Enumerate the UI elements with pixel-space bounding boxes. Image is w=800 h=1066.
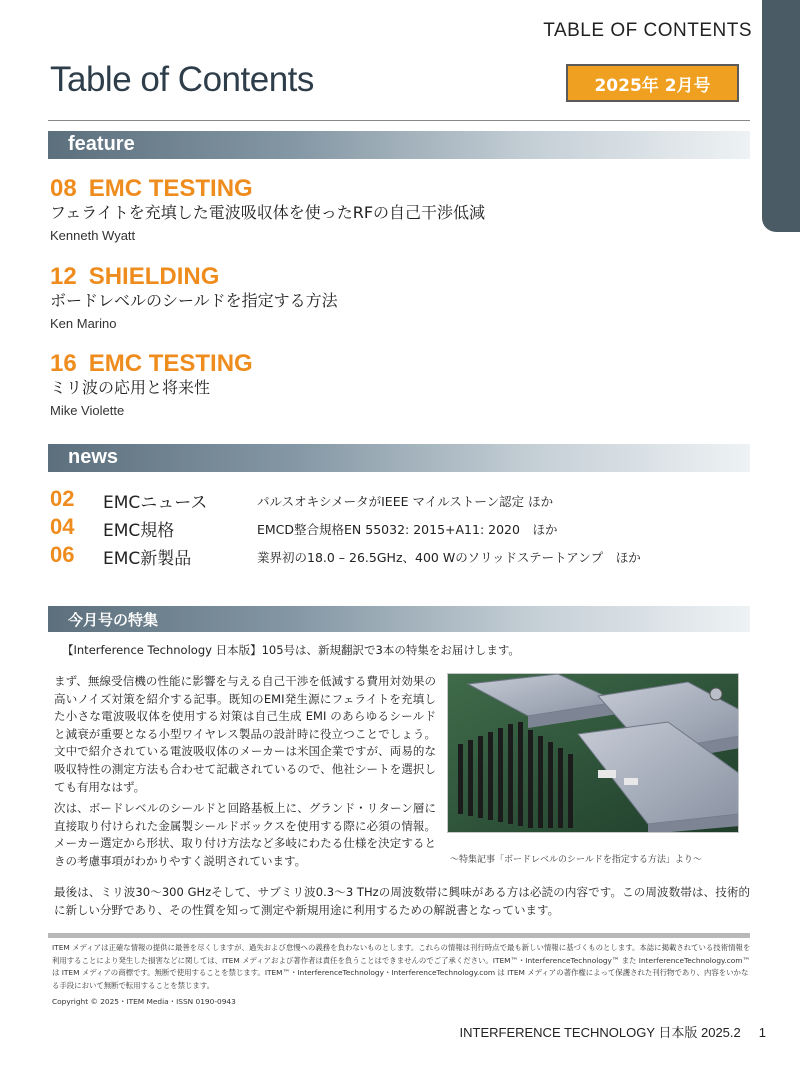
page-number: 1: [758, 1025, 766, 1040]
article-page-number: 08: [50, 175, 77, 202]
article-page-number: 16: [50, 350, 77, 377]
feature-article-1[interactable]: [50, 176, 485, 243]
photo-caption: ～特集記事「ボードレベルのシールドを指定する方法」より～: [450, 855, 702, 865]
special-paragraph-3: 最後は、ミリ波30～300 GHzそして、サブミリ波0.3～3 THzの周波数帯に興味がある方は必読の内容です。この周波数帯は、技術的に新しい分野であり、その性質を知って測定や新規用途に利用するための解説書となっています。: [54, 885, 750, 917]
news-item-3[interactable]: [50, 542, 750, 570]
article-category: EMC TESTING: [88, 175, 253, 202]
article-heading: [50, 351, 253, 377]
special-paragraph-1: まず、無線受信機の性能に影響を与える自己干渉を低減する費用対効果の高いノイズ対策を紹介する記事。既知のEMI発生源にフェライトを充填した小さな電波吸収体を使用する対策は自己生成 EMI のあらゆるシールドと減衰が重要となる小型ワイヤレス製品の設計時に役立つことでしょう。文中で紹介されている電波吸収体のメーカーは米国企業ですが、両易的な吸収特性の測定方法も合わせて記載されているので、他社シートを選択しても有用なはず。: [54, 674, 436, 794]
feature-section-bar: [48, 131, 750, 159]
news-section-bar: [48, 444, 750, 472]
news-description: パルスオキシメータがIEEE マイルストーン認定 ほか: [257, 494, 554, 509]
news-item-1[interactable]: [50, 486, 750, 514]
article-category: SHIELDING: [88, 263, 220, 290]
special-section-bar: [48, 606, 750, 632]
news-page-number: 04: [50, 514, 75, 539]
page-footer: [460, 1022, 767, 1041]
feature-section-label: feature: [68, 133, 135, 155]
header-rule: [48, 120, 750, 121]
article-category: EMC TESTING: [88, 350, 253, 377]
article-author: Ken Marino: [50, 316, 117, 331]
feature-article-2[interactable]: [50, 264, 338, 331]
copyright: Copyright © 2025・ITEM Media・ISSN 0190-0943: [52, 997, 236, 1006]
news-category: EMC規格: [103, 521, 175, 541]
news-category: EMC新製品: [103, 549, 192, 569]
article-heading: [50, 264, 338, 290]
side-tab: [762, 0, 800, 232]
special-section-label: 今月号の特集: [68, 612, 159, 629]
issue-badge: 2025年 2月号: [566, 64, 739, 102]
article-title: フェライトを充填した電波吸収体を使ったRFの自己干渉低減: [50, 203, 486, 222]
news-section-label: news: [68, 446, 119, 468]
news-page-number: 02: [50, 486, 75, 511]
article-heading: [50, 176, 485, 202]
legal-disclaimer: ITEM メディアは正確な情報の提供に最善を尽くしますが、過失および怠慢への義務を負わないものとします。これらの情報は刊行時点で最も新しい情報に基づくものとします。本誌に掲載されている技術情報を利用することにより発生した損害などに関しては、ITEM メディアおよび著作者は責任を負うことはできませんのでご了承ください。ITEM™・InterferenceTechnology™ また InterferenceTechnology.com™ は ITEM メディアの商標です。無断で使用することを禁じます。ITEM™・InterferenceTechnology・InterferenceTechnology.com は ITEM メディアの著作権によって保護された刊行物であり、内容をいかなる手段において無断で転用することを禁じます。: [52, 943, 751, 990]
article-title: ボードレベルのシールドを指定する方法: [50, 291, 338, 310]
news-item-2[interactable]: [50, 514, 750, 542]
article-title: ミリ波の応用と将来性: [50, 378, 211, 397]
news-description: EMCD整合規格EN 55032: 2015+A11: 2020 ほか: [257, 522, 558, 537]
special-paragraph-2: 次は、ボードレベルのシールドと回路基板上に、グランド・リターン層に直接取り付けられた金属製シールドボックスを使用する際に必須の情報。メーカー選定から形状、取り付け方法など多岐にわたる仕様を決定するときの考慮事項がわかりやすく説明されています。: [54, 801, 436, 868]
news-page-number: 06: [50, 542, 75, 567]
feature-article-3[interactable]: [50, 351, 253, 418]
news-description: 業界初の18.0 – 26.5GHz、400 Wのソリッドステートアンプ ほか: [257, 550, 641, 565]
article-author: Kenneth Wyatt: [50, 228, 136, 243]
circuit-board-photo: [447, 673, 739, 833]
article-author: Mike Violette: [50, 403, 125, 418]
disclaimer-rule: [48, 933, 750, 938]
news-category: EMCニュース: [103, 493, 208, 513]
page-title: Table of Contents: [50, 60, 314, 99]
running-header: TABLE OF CONTENTS: [543, 20, 752, 41]
special-intro: 【Interference Technology 日本版】105号は、新規翻訳で3本の特集をお届けします。: [62, 643, 520, 657]
article-page-number: 12: [50, 263, 77, 290]
publication-name: INTERFERENCE TECHNOLOGY 日本版 2025.2: [459, 1025, 741, 1040]
